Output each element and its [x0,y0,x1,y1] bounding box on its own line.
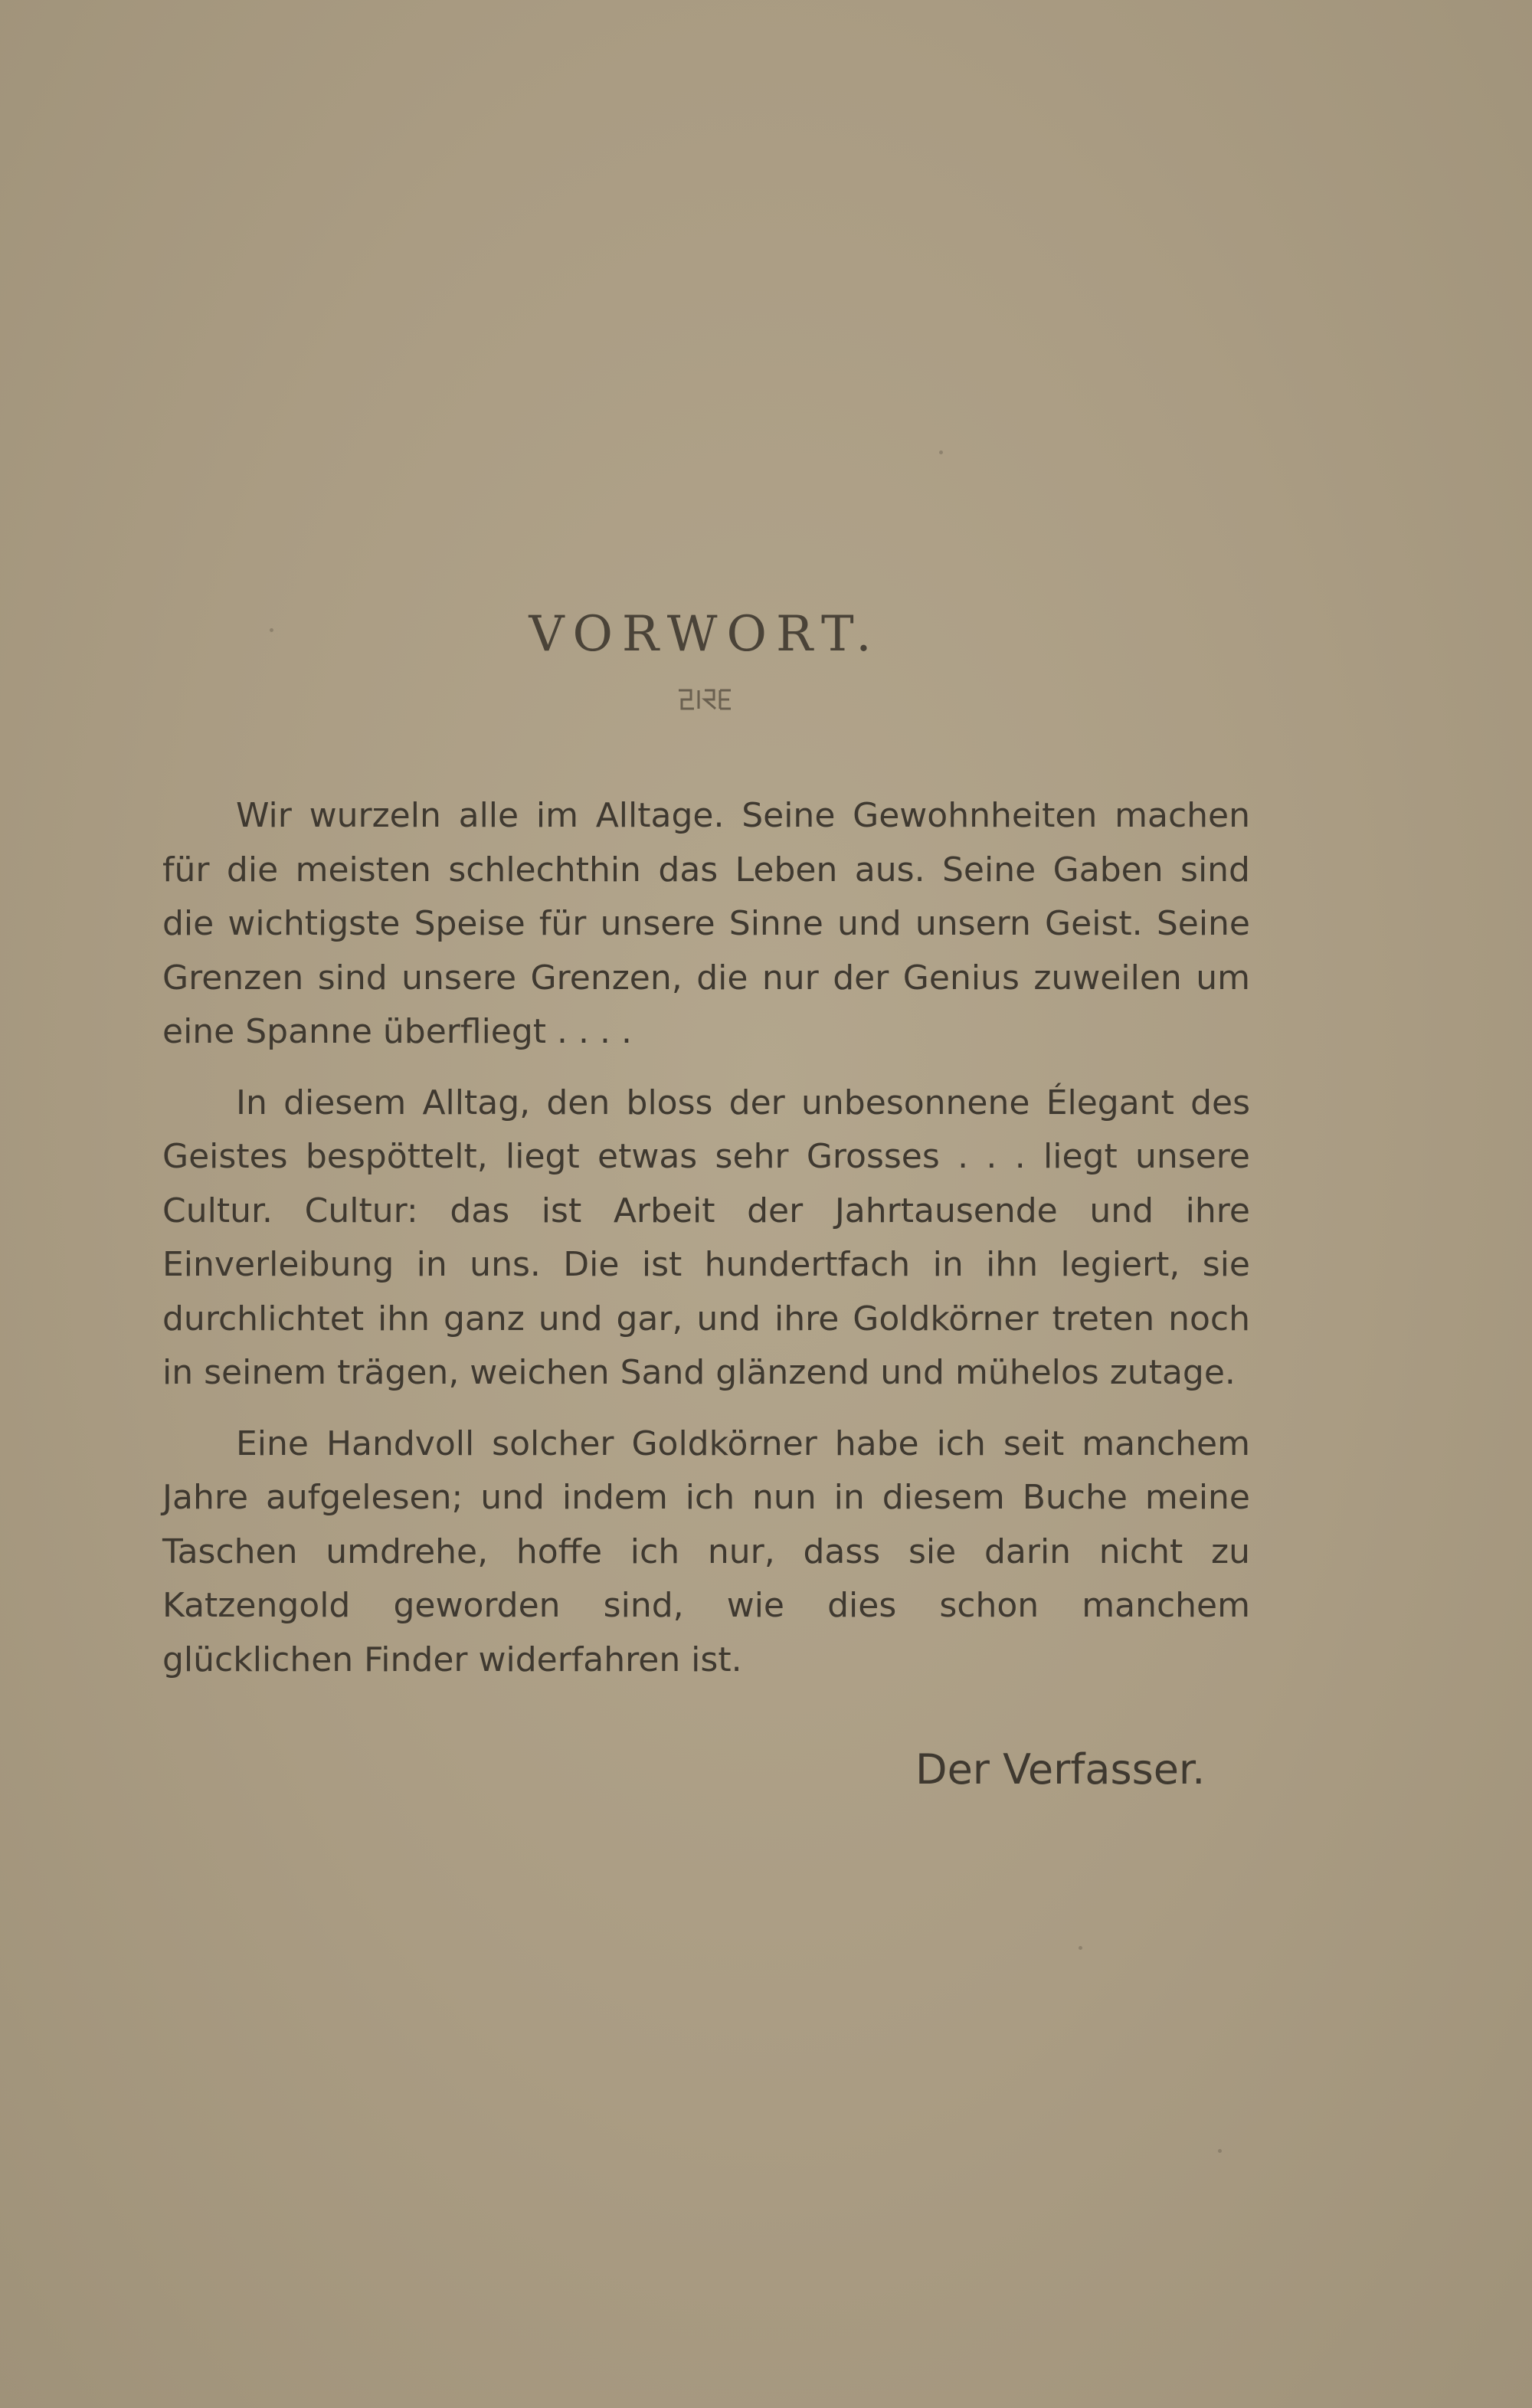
ornament-icon [674,684,735,715]
paper-speck [270,628,273,632]
paper-speck [1079,1946,1082,1950]
paragraph-2: In diesem Alltag, den bloss der unbesonnene Élegant des Geistes bespöttelt, liegt etwas sehr Grosses . . . liegt unsere Cultur. Cultur: das ist Arbeit der Jahrtausende und ihre Einverleibung in uns. Die ist hundertfach in ihn legiert, sie durchlichtet ihn ganz und gar, und ihre Goldkörner treten noch in seinem trägen, weichen Sand glänzend und mühelos zutage. [162,1083,1250,1392]
author-signature: Der Verfasser. [915,1745,1206,1794]
paragraph-3: Eine Handvoll solcher Goldkörner habe ich seit manchem Jahre aufgelesen; und indem ich nun in diesem Buche meine Taschen umdrehe, hoffe ich nur, dass sie darin nicht zu Katzengold geworden sind, wie dies schon manchem glücklichen Finder widerfahren ist. [162,1424,1250,1679]
page-title: VORWORT. [529,605,881,663]
paragraph-1: Wir wurzeln alle im Alltage. Seine Gewohnheiten machen für die meisten schlechthin das Leben aus. Seine Gaben sind die wichtigste Speise für unsere Sinne und unsern Geist. Seine Grenzen sind unsere Grenzen, die nur der Genius zuweilen um eine Spanne überfliegt . . . . [162,796,1250,1051]
preface-text [162,789,1250,1704]
paper-speck [939,450,943,454]
paper-speck [1218,2149,1222,2153]
